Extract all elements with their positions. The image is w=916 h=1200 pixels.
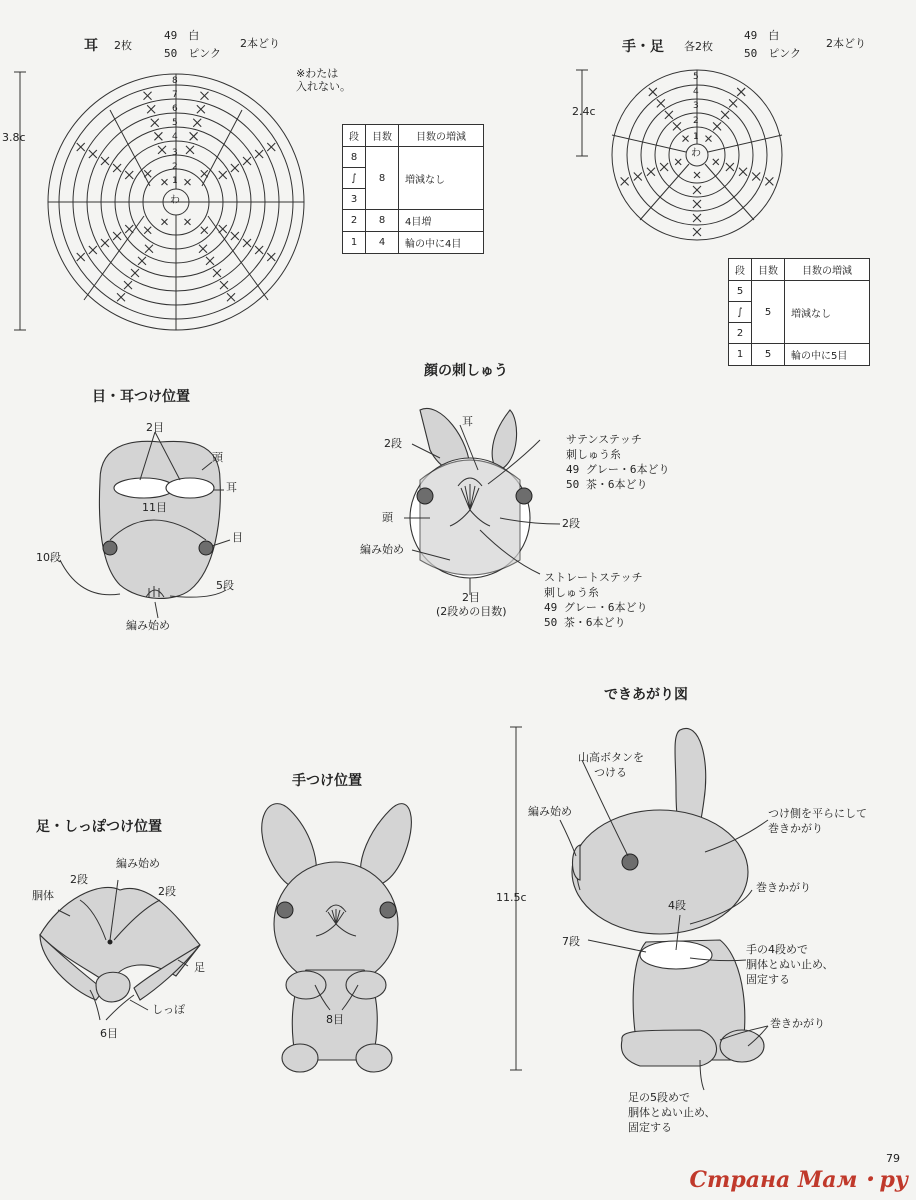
face-label-head: 頭 <box>382 511 393 524</box>
table-header: 目数 <box>752 259 785 281</box>
eye-ear-label-11me: 11目 <box>142 501 167 514</box>
table-cell: 5 <box>752 344 785 366</box>
finished-hand-2: 胴体とぬい止め、 <box>746 958 834 971</box>
table-cell: 8 <box>366 210 399 232</box>
finished-label-start: 編み始め <box>528 805 572 818</box>
table-header-row <box>729 259 870 281</box>
ear-stitch-table <box>342 124 484 254</box>
table-cell: 4 <box>366 232 399 254</box>
table-row <box>729 344 870 366</box>
finished-dimension: 11.5c <box>496 891 527 904</box>
finished-flat-1: つけ側を平らにして <box>768 807 867 820</box>
ear-yarn-pink: 50 ピンク <box>164 47 222 60</box>
table-cell: 増減なし <box>399 147 484 210</box>
face-straight-1: ストレートステッチ <box>544 571 643 584</box>
face-satin-1: サテンステッチ <box>566 433 642 446</box>
finished-label-4dan: 4段 <box>668 899 686 912</box>
eye-ear-head-drawing <box>60 432 230 618</box>
finished-flat-2: 巻きかがり <box>768 822 823 835</box>
face-label-ear: 耳 <box>462 415 473 428</box>
foot-tail-title: 足・しっぽつけ位置 <box>36 819 162 835</box>
table-header-row <box>343 125 484 147</box>
ear-center-ring: わ <box>170 195 180 206</box>
finished-foot-3: 固定する <box>628 1121 672 1134</box>
table-cell: 2 <box>343 210 366 232</box>
eye-ear-label-ear: 耳 <box>226 481 237 494</box>
table-cell: 3 <box>343 189 366 210</box>
finished-label-7dan: 7段 <box>562 935 580 948</box>
ear-title: 耳 <box>84 38 98 54</box>
table-cell: 5 <box>752 281 785 344</box>
finished-foot-1: 足の5段めで <box>628 1091 690 1104</box>
finished-button-1: 山高ボタンを <box>578 751 644 764</box>
face-embroidery-drawing <box>404 408 560 595</box>
finished-hand-3: 固定する <box>746 973 790 986</box>
ear-chart <box>14 72 304 330</box>
ear-count: 2枚 <box>114 39 132 52</box>
finished-rabbit-drawing <box>510 727 768 1090</box>
table-header: 目数 <box>366 125 399 147</box>
table-cell: 4目増 <box>399 210 484 232</box>
foot-tail-label-6me: 6目 <box>100 1027 118 1040</box>
table-cell: 8 <box>366 147 399 210</box>
eye-ear-label-head: 頭 <box>212 451 223 464</box>
face-satin-2: 刺しゅう糸 <box>566 448 621 461</box>
table-cell: 8 <box>343 147 366 168</box>
face-straight-4: 50 茶・6本どり <box>544 616 626 629</box>
finished-hand-1: 手の4段めで <box>746 943 808 956</box>
hand-yarn-pink: 50 ピンク <box>744 47 802 60</box>
ear-row-5: 5 <box>172 118 178 128</box>
table-cell: 1 <box>729 344 752 366</box>
table-header: 段 <box>729 259 752 281</box>
table-header: 目数の増減 <box>399 125 484 147</box>
finished-foot-2: 胴体とぬい止め、 <box>628 1106 716 1119</box>
finished-title: できあがり図 <box>604 687 688 703</box>
hand-row-4: 4 <box>693 87 699 97</box>
table-row <box>729 281 870 302</box>
face-label-start: 編み始め <box>360 543 404 556</box>
ear-row-2: 2 <box>172 162 178 172</box>
eye-ear-title: 目・耳つけ位置 <box>92 389 190 405</box>
finished-makikagari-1: 巻きかがり <box>756 881 811 894</box>
finished-button-2: つける <box>594 766 627 779</box>
ear-row-4: 4 <box>172 132 178 142</box>
table-cell: 輪の中に5目 <box>785 344 870 366</box>
hand-dimension: 2.4c <box>572 105 596 118</box>
table-cell: ∫ <box>343 168 366 189</box>
face-satin-4: 50 茶・6本どり <box>566 478 648 491</box>
face-label-2dan-right: 2段 <box>562 517 580 530</box>
ear-strands: 2本どり <box>240 37 280 50</box>
foot-tail-label-start: 編み始め <box>116 857 160 870</box>
hand-position-label-8me: 8目 <box>326 1013 344 1026</box>
table-row <box>343 147 484 168</box>
table-header: 段 <box>343 125 366 147</box>
table-cell: 増減なし <box>785 281 870 344</box>
hand-row-3: 3 <box>693 101 699 111</box>
foot-tail-label-2dan-left: 2段 <box>70 873 88 886</box>
ear-row-3: 3 <box>172 148 178 158</box>
face-straight-2: 刺しゅう糸 <box>544 586 599 599</box>
foot-tail-label-2dan-right: 2段 <box>158 885 176 898</box>
eye-ear-label-start: 編み始め <box>126 619 170 632</box>
ear-row-8: 8 <box>172 76 178 86</box>
ear-row-1: 1 <box>172 176 178 186</box>
eye-ear-label-eye: 目 <box>232 531 243 544</box>
hand-count: 各2枚 <box>684 40 713 53</box>
face-label-2me: 2目 <box>462 591 480 604</box>
hand-row-5: 5 <box>693 72 699 82</box>
table-cell: ∫ <box>729 302 752 323</box>
ear-dimension: 3.8c <box>2 131 26 144</box>
table-cell: 輪の中に4目 <box>399 232 484 254</box>
page-number: 79 <box>886 1152 900 1165</box>
ear-note: ※わたは 入れない。 <box>296 67 351 93</box>
table-row <box>343 210 484 232</box>
hand-stitch-table <box>728 258 870 366</box>
table-cell: 1 <box>343 232 366 254</box>
face-satin-3: 49 グレー・6本どり <box>566 463 670 476</box>
table-header: 目数の増減 <box>785 259 870 281</box>
table-row <box>343 232 484 254</box>
eye-ear-label-2me: 2目 <box>146 421 164 434</box>
hand-row-1: 1 <box>693 132 699 142</box>
ear-row-6: 6 <box>172 104 178 114</box>
foot-tail-attach-drawing <box>40 880 200 1020</box>
foot-tail-label-body: 胴体 <box>32 889 54 902</box>
table-cell: 2 <box>729 323 752 344</box>
hand-center-ring: わ <box>691 148 701 159</box>
face-straight-3: 49 グレー・6本どり <box>544 601 648 614</box>
eye-ear-label-10dan: 10段 <box>36 551 61 564</box>
hand-row-2: 2 <box>693 116 699 126</box>
face-title: 顔の刺しゅう <box>424 363 508 379</box>
foot-tail-label-tail: しっぽ <box>152 1003 185 1016</box>
hand-title: 手・足 <box>622 39 664 55</box>
table-cell: 5 <box>729 281 752 302</box>
face-label-2dan: 2段 <box>384 437 402 450</box>
hand-yarn-white: 49 白 <box>744 29 780 42</box>
eye-ear-label-5dan: 5段 <box>216 579 234 592</box>
ear-yarn-white: 49 白 <box>164 29 200 42</box>
hand-position-title: 手つけ位置 <box>292 773 362 789</box>
watermark: Страна Мам・ру <box>689 1167 908 1193</box>
foot-tail-label-foot: 足 <box>194 961 205 974</box>
hand-chart <box>576 70 782 240</box>
face-label-2me-note: (2段めの目数) <box>436 605 507 618</box>
finished-makikagari-2: 巻きかがり <box>770 1017 825 1030</box>
hand-strands: 2本どり <box>826 37 866 50</box>
hand-attach-rabbit-drawing <box>262 804 412 1072</box>
ear-row-7: 7 <box>172 90 178 100</box>
